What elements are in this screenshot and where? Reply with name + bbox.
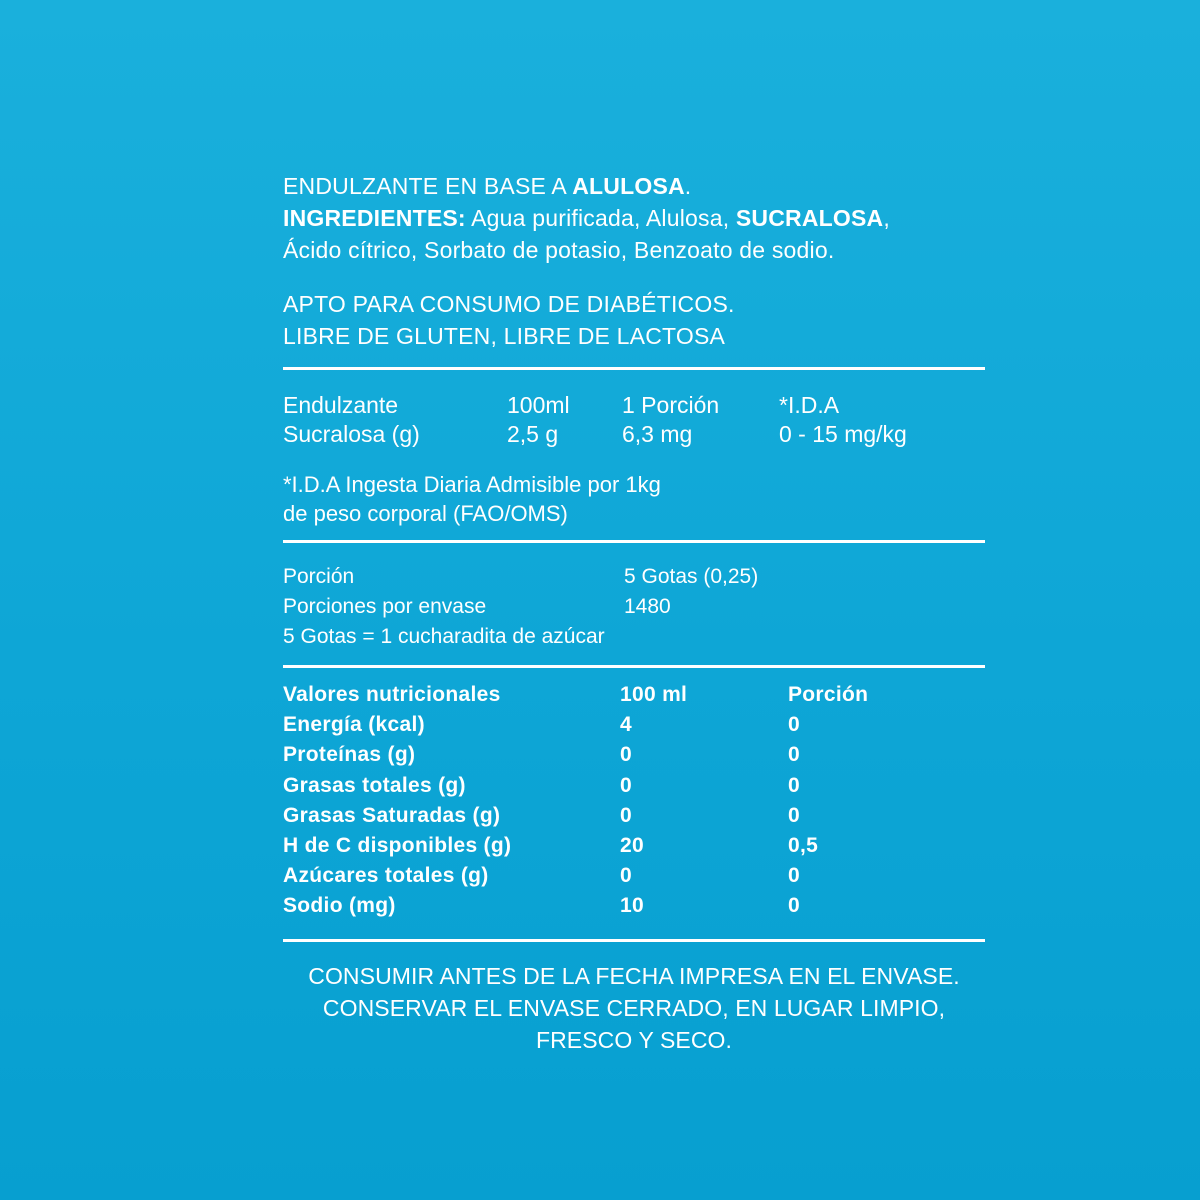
nutrition-row	[283, 861, 985, 891]
nutrition-table	[283, 680, 985, 922]
ingredients-highlight: SUCRALOSA	[735, 205, 884, 231]
nutrient-per-portion: 0	[788, 803, 800, 827]
ingredients-part2: ,	[883, 205, 890, 231]
nutrient-per-portion: 0,5	[788, 834, 819, 858]
product-description	[283, 170, 985, 266]
portion-label: Porción	[283, 565, 355, 588]
claim-gluten-lactose: LIBRE DE GLUTEN, LIBRE DE LACTOSA	[283, 323, 726, 349]
ida-footnote-line-1: *I.D.A Ingesta Diaria Admisible por 1kg	[283, 472, 661, 497]
nutrition-row	[283, 710, 985, 740]
storage-line-3: FRESCO Y SECO.	[535, 1027, 733, 1053]
nutrition-header-cell: Valores nutricionales	[283, 683, 501, 706]
ingredients-line-2: Ácido cítrico, Sorbato de potasio, Benzoato de sodio.	[283, 237, 835, 263]
nutrition-row	[283, 740, 985, 770]
nutrient-per-portion: 0	[788, 743, 800, 767]
sweetener-cell: 0 - 15 mg/kg	[779, 421, 907, 447]
claim-diabetics: APTO PARA CONSUMO DE DIABÉTICOS.	[283, 291, 735, 317]
serving-equivalence	[283, 622, 985, 652]
ingredients-part1: Agua purificada, Alulosa,	[465, 205, 736, 231]
nutrient-name: Sodio (mg)	[283, 894, 396, 918]
nutrient-name: Azúcares totales (g)	[283, 864, 489, 888]
claims	[283, 288, 985, 352]
nutrition-row	[283, 801, 985, 831]
nutrition-row	[283, 831, 985, 861]
nutrient-name: Energía (kcal)	[283, 713, 425, 737]
nutrient-per-100ml: 4	[620, 713, 632, 737]
serving-row	[283, 562, 985, 592]
nutrient-name: H de C disponibles (g)	[283, 834, 512, 858]
divider	[283, 665, 985, 668]
per-container-label: Porciones por envase	[283, 595, 487, 618]
nutrient-per-100ml: 10	[620, 894, 644, 918]
nutrient-name: Grasas Saturadas (g)	[283, 803, 501, 827]
base-prefix: ENDULZANTE EN BASE A	[283, 173, 573, 199]
ida-footnote	[283, 470, 985, 528]
sweetener-header-cell: 1 Porción	[622, 392, 720, 418]
equivalence-text: 5 Gotas = 1 cucharadita de azúcar	[283, 625, 605, 648]
base-suffix: .	[684, 173, 692, 199]
sweetener-header-cell: Endulzante	[283, 392, 399, 418]
sweetener-cell: 2,5 g	[507, 421, 559, 447]
nutrient-per-portion: 0	[788, 773, 800, 797]
nutrient-per-100ml: 0	[620, 803, 632, 827]
nutrient-per-100ml: 0	[620, 864, 632, 888]
sweetener-header-row	[283, 391, 985, 420]
nutrition-header-row	[283, 680, 985, 710]
ingredients-line	[283, 202, 985, 234]
nutrient-per-100ml: 0	[620, 773, 632, 797]
ida-footnote-line-2: de peso corporal (FAO/OMS)	[283, 501, 568, 526]
nutrient-per-portion: 0	[788, 894, 800, 918]
base-ingredient: ALULOSA	[572, 173, 685, 199]
per-container-value: 1480	[624, 595, 671, 618]
nutrient-per-portion: 0	[788, 864, 800, 888]
nutrition-row	[283, 891, 985, 921]
portion-value: 5 Gotas (0,25)	[624, 565, 759, 588]
sweetener-header-cell: *I.D.A	[779, 392, 840, 418]
nutrition-row	[283, 771, 985, 801]
storage-instructions	[283, 960, 985, 1056]
divider	[283, 540, 985, 543]
serving-info	[283, 562, 985, 652]
storage-line-1: CONSUMIR ANTES DE LA FECHA IMPRESA EN EL ENVASE.	[308, 963, 960, 989]
base-line	[283, 170, 985, 202]
nutrient-per-100ml: 0	[620, 743, 632, 767]
sweetener-row	[283, 420, 985, 449]
nutrient-per-portion: 0	[788, 713, 800, 737]
nutrient-name: Proteínas (g)	[283, 743, 416, 767]
nutrient-per-100ml: 20	[620, 834, 644, 858]
serving-row	[283, 592, 985, 622]
nutrient-name: Grasas totales (g)	[283, 773, 466, 797]
divider	[283, 367, 985, 370]
nutrition-header-cell: 100 ml	[620, 683, 688, 706]
nutrition-header-cell: Porción	[788, 683, 869, 706]
sweetener-header-cell: 100ml	[507, 392, 570, 418]
divider	[283, 939, 985, 942]
sweetener-cell: Sucralosa (g)	[283, 421, 420, 447]
storage-line-2: CONSERVAR EL ENVASE CERRADO, EN LUGAR LIMPIO,	[322, 995, 946, 1021]
sweetener-cell: 6,3 mg	[622, 421, 693, 447]
sweetener-table	[283, 391, 985, 449]
ingredients-label: INGREDIENTES:	[283, 205, 466, 231]
